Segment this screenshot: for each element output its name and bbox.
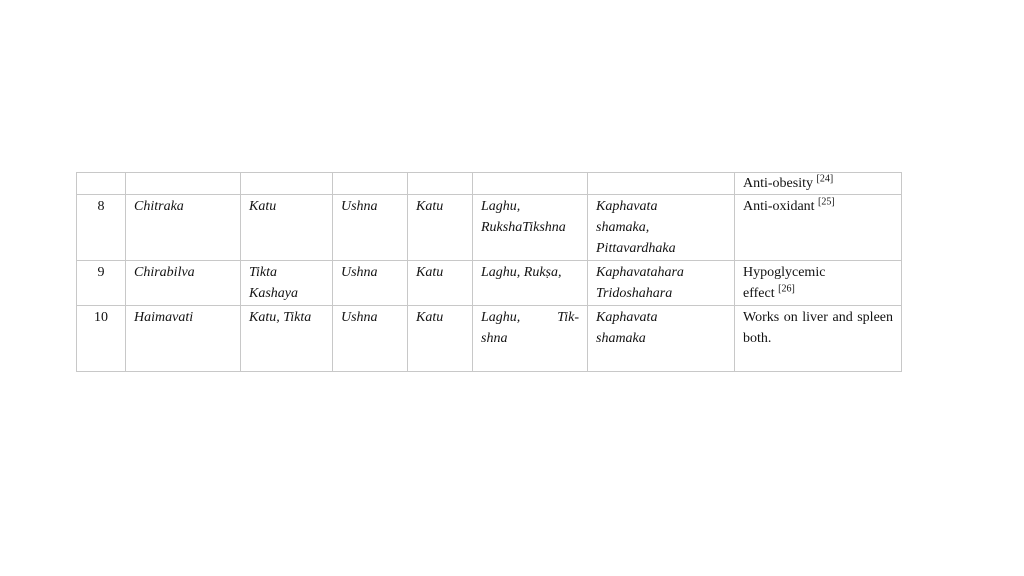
drug-name-cell (126, 173, 241, 195)
pharmacology-cell (735, 261, 902, 306)
pharmacology-cell (735, 173, 902, 195)
pharmacology-text: Anti-oxidant (743, 199, 815, 214)
rasa-cell (241, 173, 333, 195)
table-row (77, 261, 902, 306)
vipaka-cell: Katu (408, 261, 473, 306)
guna-part: Laghu, (481, 310, 521, 325)
karma-cell (588, 261, 735, 306)
vipaka-cell: Katu (408, 306, 473, 372)
pharmacology-line (743, 283, 893, 304)
karma-cell (588, 173, 735, 195)
karma-cell (588, 306, 735, 372)
herb-properties-table (76, 172, 902, 372)
pharmacology-text: Anti-obesity (743, 176, 813, 191)
rasa-cell: Tikta Kashaya (241, 261, 333, 306)
pharmacology-line: Hypoglycemic (743, 265, 826, 280)
guna-cell: Laghu, Rukṣa, (473, 261, 588, 306)
guna-line: shna (481, 331, 508, 346)
karma-line: shamaka (596, 331, 646, 346)
drug-name-cell: Chirabilva (126, 261, 241, 306)
drug-name-cell: Chitraka (126, 195, 241, 261)
guna-cell: Laghu, RukshaTikshna (473, 195, 588, 261)
karma-cell (588, 195, 735, 261)
reference-mark: [25] (818, 196, 835, 208)
drug-name-cell: Haimavati (126, 306, 241, 372)
virya-cell (333, 173, 408, 195)
pharmacology-cell: Works on liver and spleen both. (735, 306, 902, 372)
reference-mark: [26] (778, 283, 795, 295)
karma-line: Kaphavatahara (596, 265, 684, 280)
sno-cell: 8 (77, 195, 126, 261)
karma-line: Tridoshahara (596, 286, 673, 301)
karma-line: Pittavardhaka (596, 241, 676, 256)
guna-part: Tik- (557, 310, 579, 325)
sno-cell: 10 (77, 306, 126, 372)
sno-cell: 9 (77, 261, 126, 306)
pharmacology-cell (735, 195, 902, 261)
rasa-cell: Katu, Tikta (241, 306, 333, 372)
guna-cell (473, 306, 588, 372)
sno-cell (77, 173, 126, 195)
table-row (77, 195, 902, 261)
virya-cell: Ushna (333, 195, 408, 261)
karma-line: Kaphavata (596, 199, 658, 214)
vipaka-cell (408, 173, 473, 195)
guna-line (481, 307, 579, 328)
karma-line: Kaphavata (596, 310, 658, 325)
rasa-cell: Katu (241, 195, 333, 261)
karma-line: shamaka, (596, 220, 650, 235)
reference-mark: [24] (816, 173, 834, 185)
guna-cell (473, 173, 588, 195)
vipaka-cell: Katu (408, 195, 473, 261)
table-row (77, 173, 902, 195)
table-row (77, 306, 902, 372)
virya-cell: Ushna (333, 306, 408, 372)
pharmacology-text: effect (743, 286, 775, 301)
virya-cell: Ushna (333, 261, 408, 306)
